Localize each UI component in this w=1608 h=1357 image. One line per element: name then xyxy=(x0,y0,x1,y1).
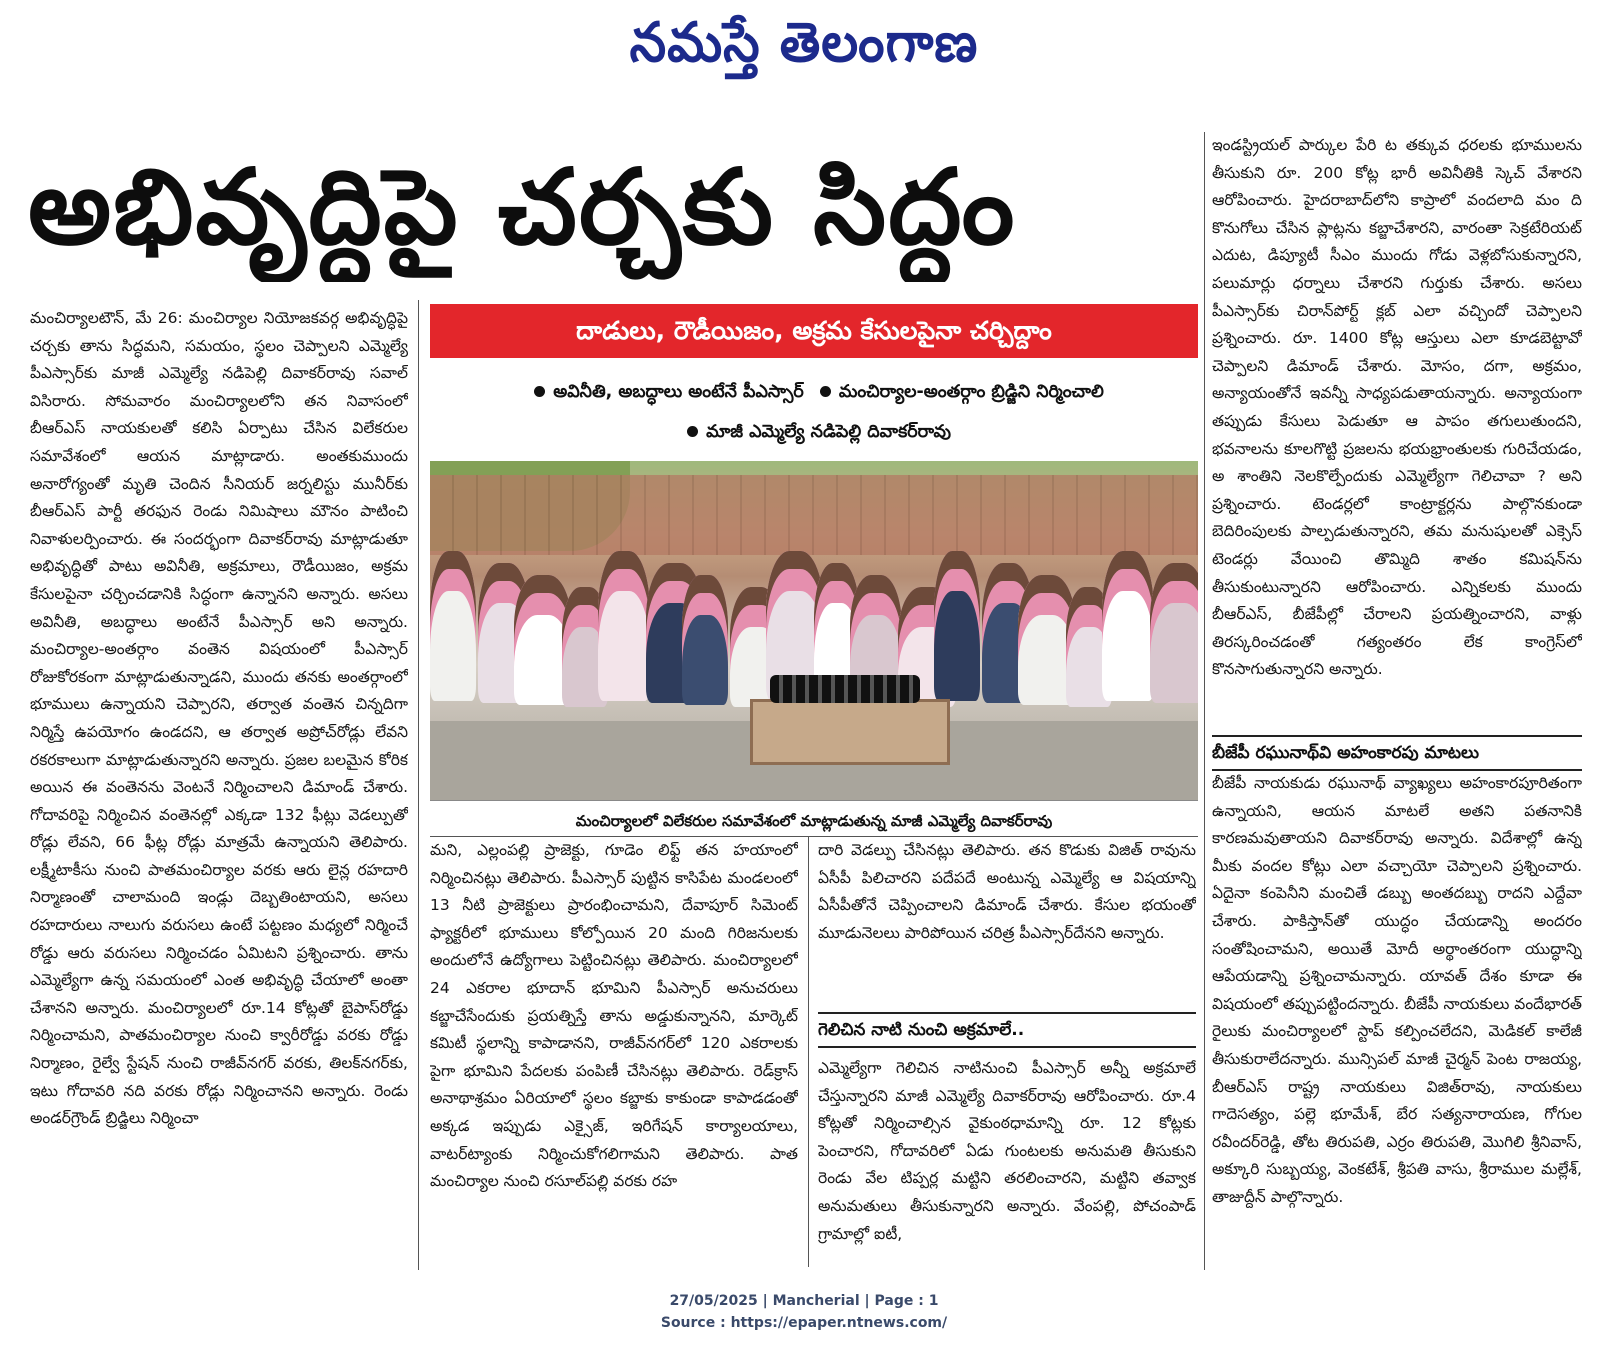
newspaper-masthead xyxy=(0,8,1608,78)
article-text: బీజేపీ నాయకుడు రఘునాథ్ వ్యాఖ్యలు అహంకారపూరితంగా ఉన్నాయని, ఆయన మాటలే అతని పతనానికి కారణమవుతాయని దివాకర్‌రావు అన్నారు. విదేశాల్లో ఉన్న మీకు వందల కోట్లు ఎలా వచ్చాయో చెప్పాలని ప్రశ్నించారు. ఏదైనా కంపెనీని మంచితే డబ్బు అంతదబ్బు రాదని ఎద్దేవా చేశారు. పాకిస్తాన్‌తో యుద్ధం చేయడాన్ని అందరం సంతోషించామని, అయితే మోదీ అర్థాంతరంగా యుద్ధాన్ని ఆపేయడాన్ని ప్రశ్నించామన్నారు. యావత్ దేశం కూడా ఈ విషయంలో తప్పుపట్టిందన్నారు. బీజేపీ నాయకులు వందేభారత్ రైలుకు మంచిర్యాలలో స్టాప్ కల్పించలేదని, మెడికల్ కాలేజీ తీసుకురాలేదన్నారు. మున్సిపల్ మాజీ చైర్మన్ పెంట రాజయ్య, బీఆర్‌ఎస్ రాష్ట్ర నాయకులు విజిత్‌రావు, నాయకులు గాదెసత్యం, పల్లె భూమేశ్, బేర సత్యనారాయణ, గోగుల రవీందర్‌రెడ్డి, తోట తిరుపతి, ఎర్రం తిరుపతి, మొగిలి శ్రీనివాస్, అక్కూరి సుబ్బయ్య, వెంకటేశ్, శ్రీపతి వాసు, శ్రీరాముల మల్లేశ్, తాజుద్దీన్ పాల్గొన్నారు. xyxy=(1212,774,1582,1206)
microphones-icon xyxy=(770,675,920,703)
bullet-icon xyxy=(534,386,545,397)
photo-person xyxy=(682,575,728,705)
photo-person xyxy=(1102,551,1154,701)
photo-person xyxy=(430,551,476,701)
bullet-text: అవినీతి, అబద్ధాలు అంటేనే పీఎస్సార్ xyxy=(553,382,804,402)
column-divider xyxy=(418,300,419,1270)
bullet-text: మాజీ ఎమ్మెల్యే నడిపెల్లి దివాకర్‌రావు xyxy=(706,422,951,442)
bullet-icon xyxy=(820,386,831,397)
column-divider xyxy=(1204,132,1205,1270)
highlight-bullets-row2 xyxy=(430,417,1198,447)
press-meet-photo xyxy=(430,461,1198,801)
page-footer xyxy=(0,1290,1608,1334)
section-heading-since-win: గెలిచిన నాటి నుంచి అక్రమాలే.. xyxy=(818,1012,1196,1048)
article-text: మని, ఎల్లంపల్లి ప్రాజెక్టు, గూడెం లిఫ్ట్ తన హయాంలో నిర్మించినట్లు తెలిపారు. పీఎస్సార్ పుట్టిన కాసిపేట మండలంలో 13 నీటి ప్రాజెక్టులు ప్రారంభించామని, దేవాపూర్ సిమెంట్ ఫ్యాక్టరీలో భూములు కోల్పోయిన 20 మంది గిరిజనులకు అందులోనే ఉద్యోగాలు పెట్టించినట్లు తెలిపారు. మంచిర్యాలలో 24 ఎకరాల భూదాన్ భూమిని పీఎస్సార్ అనుచరులు కబ్జాచేసేందుకు ప్రయత్నిస్తే తాను అడ్డుకున్నానని, మార్కెట్ కమిటీ స్థలాన్ని కాపాడానని, రాజీవ్‌నగర్‌లో 120 ఎకరాలకు పైగా భూమిని పేదలకు పంపిణీ చేసినట్లు తెలిపారు. రెడ్‌క్రాస్ అనాథాశ్రమం ఏరియాలో స్థలం కబ్జాకు కాకుండా కాపాడడంతో అక్కడ ఇప్పుడు ఎక్సైజ్, ఇరిగేషన్ కార్యాలయాలు, వాటర్‌ట్యాంకు నిర్మించుకోగలిగామని తెలిపారు. పాత మంచిర్యాల నుంచి రసూల్‌పల్లి వరకు రహ xyxy=(430,841,798,1191)
article-text: ఇండస్ట్రియల్ పార్కుల పేరి ట తక్కువ ధరలకు భూములను తీసుకుని రూ. 200 కోట్ల భారీ అవినీతికి స్కెచ్ వేశారని ఆరోపించారు. హైదరాబాద్‌లోని కాప్రాలో వందలాది మం ది కొనుగోలు చేసిన ప్లాట్లను కబ్జాచేశారని, వారంతా సెక్రటేరియట్ ఎదుట, డిప్యూటీ సీఎం ముందు గోడు వెళ్లబోసుకున్నారని, పలుమార్లు ధర్నాలు చేశారని గుర్తుకు చేశారు. అసలు పీఎస్సార్‌కు చిరాన్‌పోర్ట్ క్లబ్ ఎలా వచ్చిందో చెప్పాలని ప్రశ్నించారు. రూ. 1400 కోట్ల ఆస్తులు ఎలా కూడబెట్టావో చెప్పాలని డిమాండ్ చేశారు. మోసం, దగా, అక్రమం, అన్యాయంతోనే ఇవన్నీ సాధ్యపడుతాయన్నారు. అన్యాయంగా తప్పుడు కేసులు పెడుతూ ఆ పాపం తగులుతుందని, భవనాలను కూలగొట్టి ప్రజలను భయభ్రాంతులకు గురిచేయడం, అ శాంతిని నెలకొల్పేందుకు ఎమ్మెల్యేగా గెలిచావా ? అని ప్రశ్నించారు. టెండర్లలో కాంట్రాక్టర్లను పాల్గొనకుండా బెదిరింపులకు పాల్పడుతున్నారని, తమ మనుషులతో ఎక్సెస్ టెండర్లు వేయించి తొమ్మిది శాతం కమిషన్‌ను తీసుకుంటున్నారని ఆరోపించారు. ఎన్నికలకు ముందు బీఆర్‌ఎస్, బీజేపీల్లో చేరాలని ప్రయత్నించారని, వాళ్లు తిరస్కరించడంతో గత్యంతరం లేక కాంగ్రెస్‌లో కొనసాగుతున్నారని అన్నారు. xyxy=(1212,136,1582,679)
column-divider xyxy=(808,837,809,1267)
article-column-middle-3 xyxy=(818,1055,1196,1265)
article-text: ఎమ్మెల్యేగా గెలిచిన నాటినుంచి పీఎస్సార్ అన్నీ అక్రమాలే చేస్తున్నారని మాజీ ఎమ్మెల్యే దివాకర్‌రావు ఆరోపించారు. రూ.4 కోట్లతో నిర్మించాల్సిన వైకుంఠధామాన్ని రూ. 12 కోట్లకు పెంచారని, గోదావరిలో ఏడు గుంటలకు అనుమతి తీసుకుని రెండు వేల టిప్పర్ల మట్టిని తరలించారని, మట్టిని తవ్వాక అనుమతులు తీసుకున్నారని అన్నారు. వేంపల్లి, పోచంపాడ్ గ్రామాల్లో ఐటీ, xyxy=(818,1059,1196,1243)
footer-source: Source : https://epaper.ntnews.com/ xyxy=(660,1315,948,1331)
masthead-title: నమస్తే తెలంగాణ xyxy=(629,10,979,75)
article-column-middle-1 xyxy=(430,837,798,1267)
main-headline: అభివృద్ధిపై చర్చకు సిద్ధం xyxy=(28,146,1017,268)
footer-date-edition: 27/05/2025 | Mancherial | Page : 1 xyxy=(669,1293,939,1309)
sub-headline-banner: దాడులు, రౌడీయిజం, అక్రమ కేసులపైనా చర్చిద్దాం xyxy=(430,304,1198,358)
article-column-middle-2 xyxy=(818,837,1196,997)
photo-caption: మంచిర్యాలలో విలేకరుల సమావేశంలో మాట్లాడుతున్న మాజీ ఎమ్మెల్యే దివాకర్‌రావు xyxy=(575,812,1053,830)
photo-person xyxy=(598,551,650,701)
bullet-icon xyxy=(687,426,698,437)
section-heading-bjp: బీజేపీ రఘునాథ్‌వి అహంకారపు మాటలు xyxy=(1212,735,1582,771)
article-column-right xyxy=(1212,132,1582,732)
row-divider xyxy=(430,836,1198,837)
photo-table xyxy=(750,699,950,765)
photo-person xyxy=(1150,563,1198,703)
article-text: దారి వెడల్పు చేసినట్లు తెలిపారు. తన కొడుకు విజిత్ రావును ఏసీపీ పిలిచారని పదేపదే అంటున్న ఎమ్మెల్యే ఆ విషయాన్ని ఏసీపీతోనే చెప్పించాలని డిమాండ్ చేశారు. కేసుల భయంతో మూడునెలలు పారిపోయిన చరిత్ర పీఎస్సార్‌దేనని అన్నారు. xyxy=(818,841,1196,942)
photo-person xyxy=(934,551,980,701)
article-column-left xyxy=(30,305,408,1265)
highlight-bullets-row1 xyxy=(430,377,1198,407)
article-text: మంచిర్యాలటౌన్, మే 26: మంచిర్యాల నియోజకవర్గ అభివృద్ధిపై చర్చకు తాను సిద్ధమని, సమయం, స్థలం చెప్పాలని ఎమ్మెల్యే పీఎస్సార్‌కు మాజీ ఎమ్మెల్యే నడిపెల్లి దివాకర్‌రావు సవాల్ విసిరారు. సోమవారం మంచిర్యాలలోని తన నివాసంలో బీఆర్‌ఎస్ నాయకులతో కలిసి ఏర్పాటు చేసిన విలేకరుల సమావేశంలో ఆయన మాట్లాడారు. అంతకుముందు అనారోగ్యంతో మృతి చెందిన సీనియర్ జర్నలిస్టు మునీర్‌కు బీఆర్‌ఎస్ పార్టీ తరఫున రెండు నిమిషాలు మౌనం పాటించి నివాళులర్పించారు. ఈ సందర్భంగా దివాకర్‌రావు మాట్లాడుతూ అభివృద్ధితో పాటు అవినీతి, అక్రమాలు, రౌడీయిజం, అక్రమ కేసులపైనా చర్చించడానికి సిద్ధంగా ఉన్నానని అన్నారు. అసలు అవినీతి, అబద్ధాలు అంటేనే పీఎస్సార్ అని అన్నారు. మంచిర్యాల-అంతర్గాం వంతెన విషయంలో పీఎస్సార్ రోజుకోరకంగా మాట్లాడుతున్నాడని, ముందు తనకు అంతర్గాంలో భూములు ఉన్నాయని చెప్పారని, తర్వాత వంతెన చిన్నదిగా నిర్మిస్తే ఉపయోగం ఉండదని, ఆ తర్వాత అప్రోచ్‌రోడ్లు లేవని రకరకాలుగా మాట్లాడుతున్నారని అన్నారు. ప్రజల బలమైన కోరిక అయిన ఈ వంతెనను వెంటనే నిర్మించాలని డిమాండ్ చేశారు. గోదావరిపై నిర్మించిన వంతెనల్లో ఎక్కడా 132 ఫీట్లు వెడల్పుతో రోడ్లు లేవని, 66 ఫీట్ల రోడ్లు మాత్రమే ఉన్నాయని తెలిపారు. లక్ష్మీటాకీసు నుంచి పాతమంచిర్యాల వరకు ఆరు లైన్ల రహదారి నిర్మాణంతో చాలామంది ఇండ్లు దెబ్బతింటాయని, అసలు రహదారులు నాలుగు వరుసలు ఉంటే పట్టణం మధ్యలో నిర్మించే రోడ్డు ఆరు వరుసలు నిర్మించడం ఏమిటని ప్రశ్నించారు. తాను ఎమ్మెల్యేగా ఉన్న సమయంలో ఎంత అభివృద్ధి చేయాలో అంతా చేశానని అన్నారు. మంచిర్యాలలో రూ.14 కోట్లతో బైపాస్‌రోడ్డు నిర్మించామని, పాతమంచిర్యాల నుంచి క్వారీరోడ్డు వరకు రోడ్డు నిర్మాణం, రైల్వే స్టేషన్ నుంచి రాజీవ్‌నగర్ వరకు, తిలక్‌నగర్‌కు, ఇటు గోదావరి నది వరకు రోడ్లు నిర్మించానని అన్నారు. రెండు అండర్‌గ్రౌండ్ బ్రిడ్జిలు నిర్మించా xyxy=(30,309,408,1128)
bullet-text: మంచిర్యాల-అంతర్గాం బ్రిడ్జిని నిర్మించాలి xyxy=(838,382,1104,402)
article-column-right-2 xyxy=(1212,770,1582,1270)
